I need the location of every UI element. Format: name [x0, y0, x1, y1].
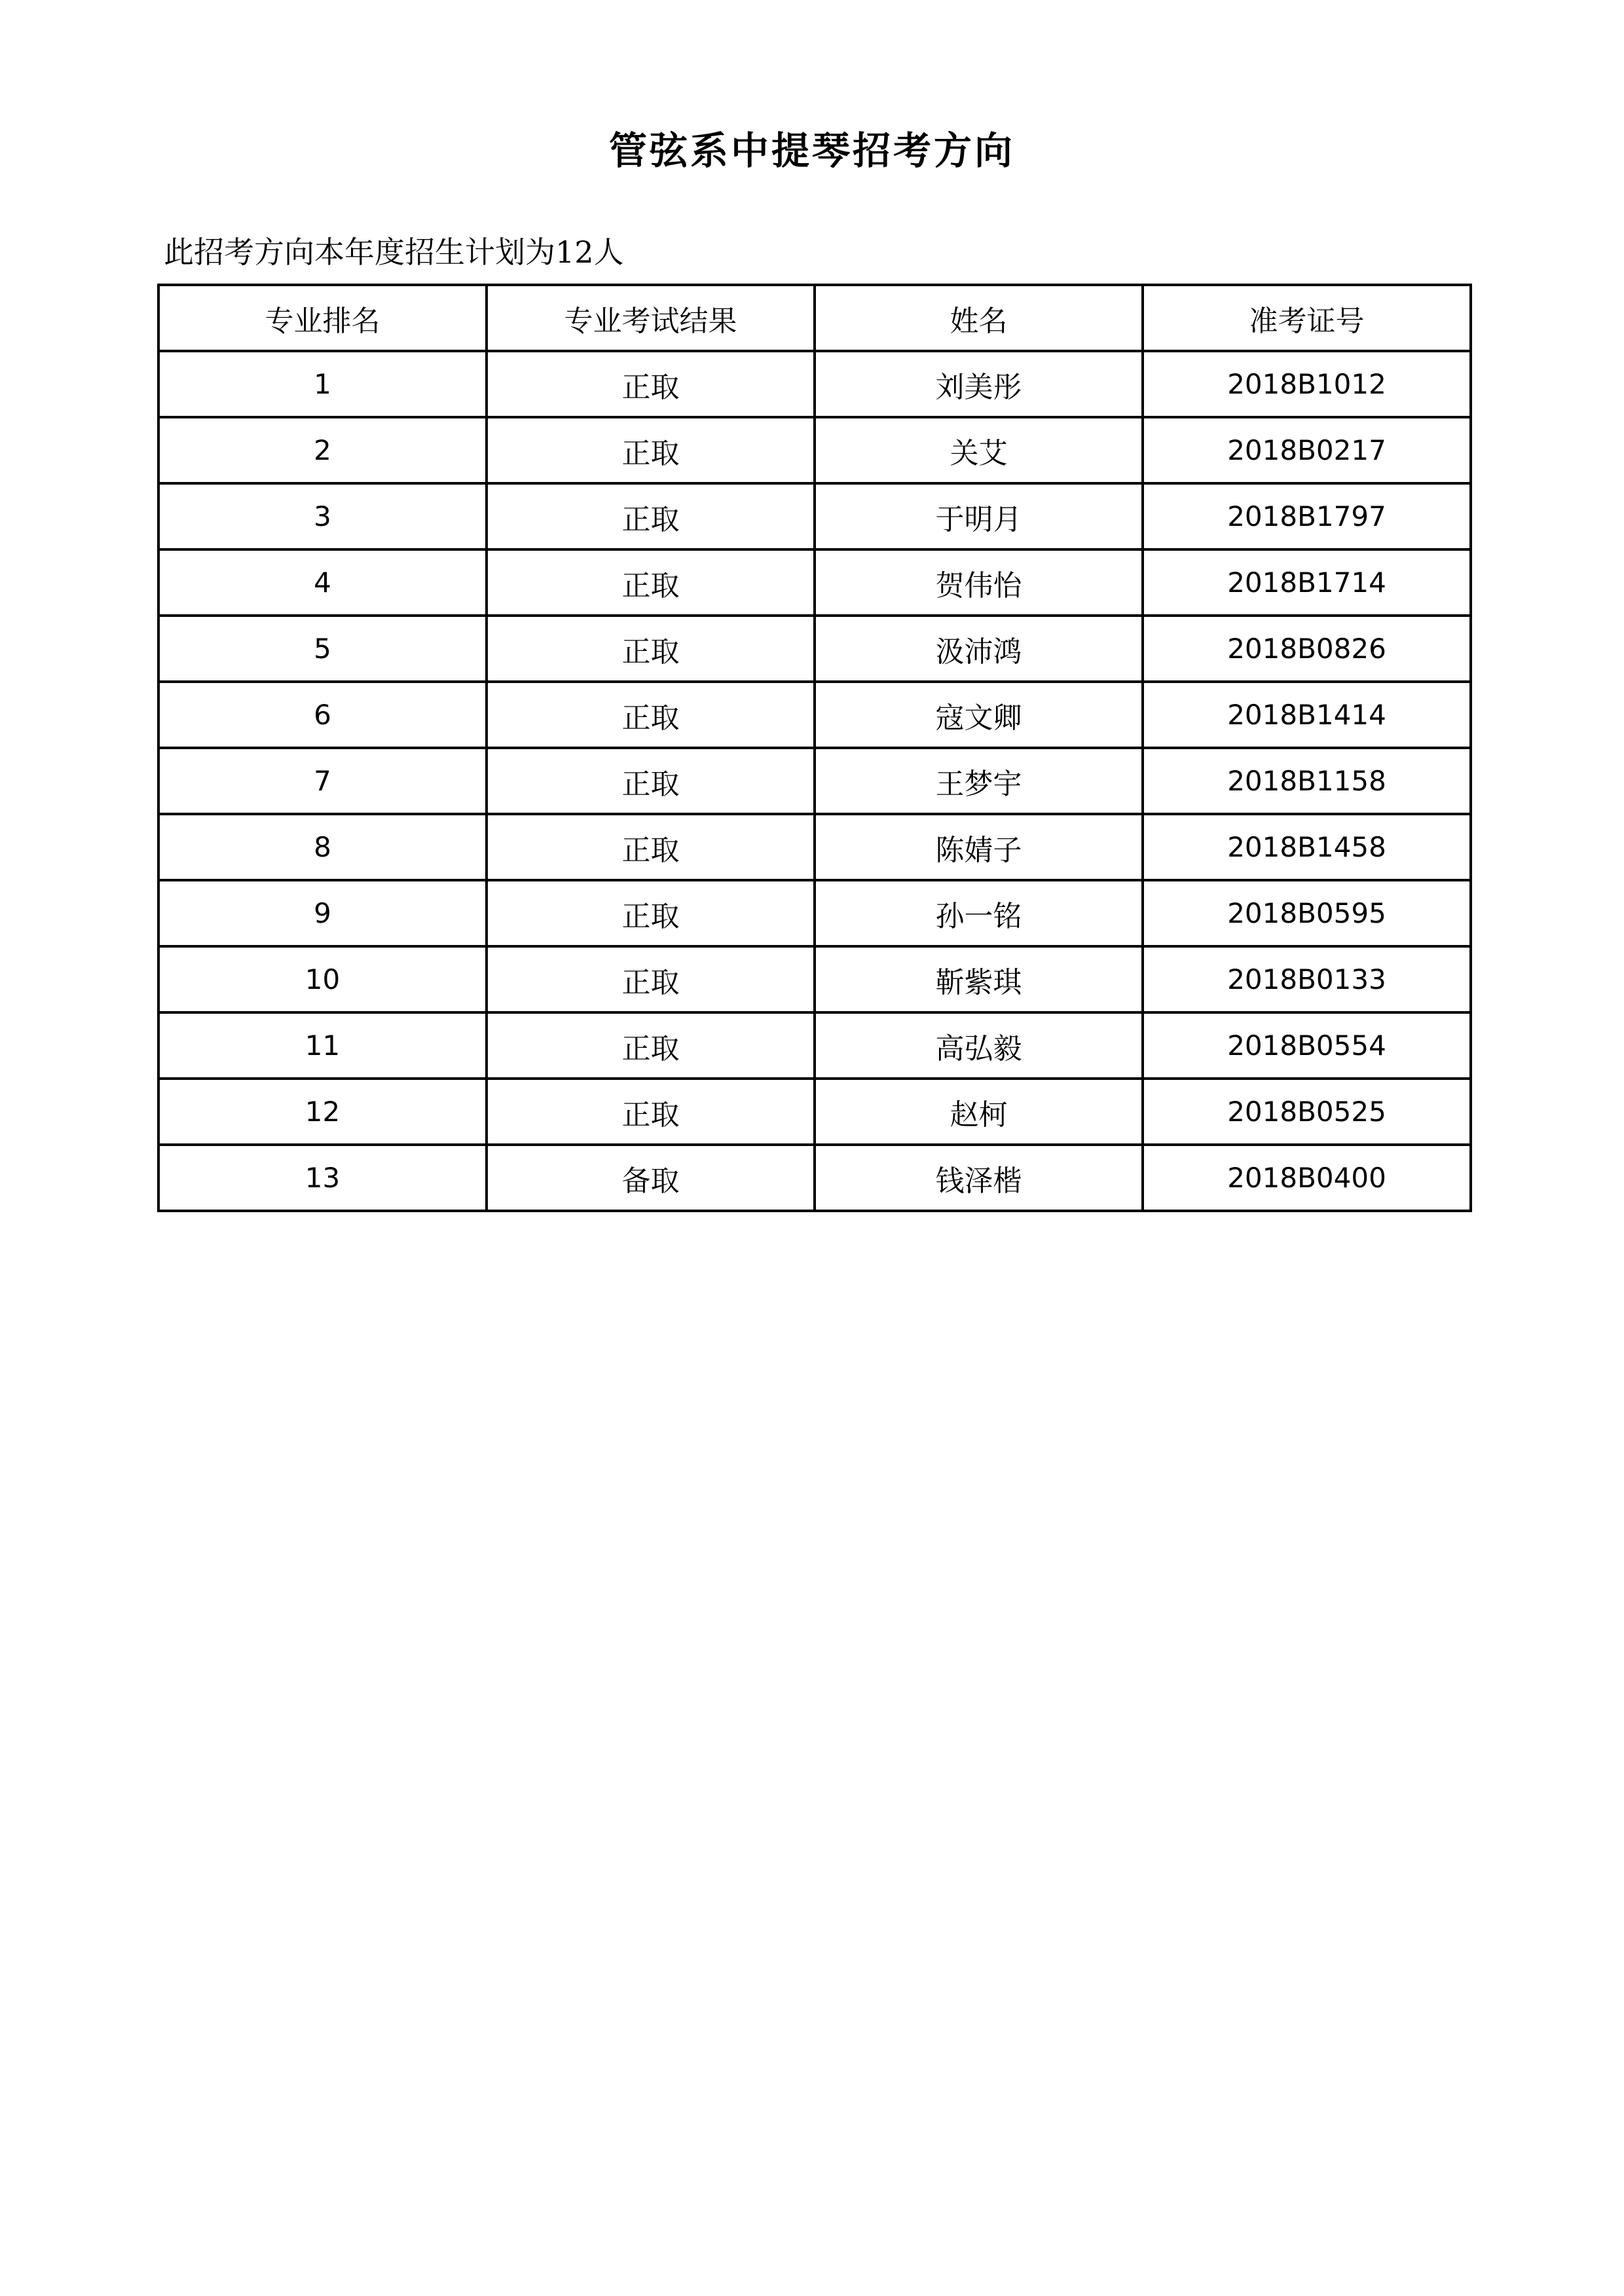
- exam-id-cell: 2018B0525: [1143, 1079, 1471, 1145]
- rank-cell: 2: [158, 417, 487, 483]
- name-cell: 孙一铭: [815, 880, 1143, 946]
- name-cell: 刘美彤: [815, 351, 1143, 417]
- table-row: [158, 880, 1471, 946]
- table-row: [158, 1145, 1471, 1211]
- rank-cell: 9: [158, 880, 487, 946]
- header-rank: 专业排名: [158, 285, 487, 351]
- table-row: [158, 1079, 1471, 1145]
- name-cell: 寇文卿: [815, 682, 1143, 748]
- name-cell: 赵柯: [815, 1079, 1143, 1145]
- exam-id-cell: 2018B1414: [1143, 682, 1471, 748]
- exam-id-cell: 2018B0133: [1143, 946, 1471, 1012]
- result-cell: 备取: [487, 1145, 815, 1211]
- table-row: [158, 616, 1471, 682]
- name-cell: 关艾: [815, 417, 1143, 483]
- rank-cell: 11: [158, 1012, 487, 1079]
- enrollment-plan-note: 此招考方向本年度招生计划为12人: [164, 234, 624, 270]
- rank-cell: 4: [158, 549, 487, 616]
- page-title: 管弦系中提琴招考方向: [608, 128, 1015, 173]
- exam-id-cell: 2018B1458: [1143, 814, 1471, 880]
- header-exam-result: 专业考试结果: [487, 285, 815, 351]
- header-exam-id: 准考证号: [1143, 285, 1471, 351]
- result-cell: 正取: [487, 682, 815, 748]
- name-cell: 汲沛鸿: [815, 616, 1143, 682]
- result-cell: 正取: [487, 1012, 815, 1079]
- name-cell: 钱泽楷: [815, 1145, 1143, 1211]
- result-cell: 正取: [487, 417, 815, 483]
- exam-id-cell: 2018B1158: [1143, 748, 1471, 814]
- exam-id-cell: 2018B0554: [1143, 1012, 1471, 1079]
- table-row: [158, 549, 1471, 616]
- result-cell: 正取: [487, 814, 815, 880]
- exam-id-cell: 2018B1012: [1143, 351, 1471, 417]
- result-cell: 正取: [487, 748, 815, 814]
- result-cell: 正取: [487, 880, 815, 946]
- result-cell: 正取: [487, 483, 815, 549]
- rank-cell: 5: [158, 616, 487, 682]
- exam-id-cell: 2018B1714: [1143, 549, 1471, 616]
- table-row: [158, 417, 1471, 483]
- admission-results-table: [157, 284, 1472, 1212]
- exam-id-cell: 2018B0595: [1143, 880, 1471, 946]
- rank-cell: 7: [158, 748, 487, 814]
- header-name: 姓名: [815, 285, 1143, 351]
- table-header-row: [158, 285, 1471, 351]
- table-row: [158, 1012, 1471, 1079]
- name-cell: 贺伟怡: [815, 549, 1143, 616]
- rank-cell: 13: [158, 1145, 487, 1211]
- result-cell: 正取: [487, 1079, 815, 1145]
- result-cell: 正取: [487, 351, 815, 417]
- table-row: [158, 946, 1471, 1012]
- name-cell: 靳紫琪: [815, 946, 1143, 1012]
- rank-cell: 6: [158, 682, 487, 748]
- result-cell: 正取: [487, 616, 815, 682]
- table-row: [158, 814, 1471, 880]
- table-row: [158, 748, 1471, 814]
- rank-cell: 10: [158, 946, 487, 1012]
- table-row: [158, 682, 1471, 748]
- exam-id-cell: 2018B0217: [1143, 417, 1471, 483]
- rank-cell: 1: [158, 351, 487, 417]
- exam-id-cell: 2018B0826: [1143, 616, 1471, 682]
- exam-id-cell: 2018B0400: [1143, 1145, 1471, 1211]
- table-row: [158, 351, 1471, 417]
- rank-cell: 12: [158, 1079, 487, 1145]
- rank-cell: 3: [158, 483, 487, 549]
- name-cell: 于明月: [815, 483, 1143, 549]
- name-cell: 陈婧子: [815, 814, 1143, 880]
- name-cell: 王梦宇: [815, 748, 1143, 814]
- result-cell: 正取: [487, 549, 815, 616]
- rank-cell: 8: [158, 814, 487, 880]
- name-cell: 高弘毅: [815, 1012, 1143, 1079]
- table-row: [158, 483, 1471, 549]
- exam-id-cell: 2018B1797: [1143, 483, 1471, 549]
- result-cell: 正取: [487, 946, 815, 1012]
